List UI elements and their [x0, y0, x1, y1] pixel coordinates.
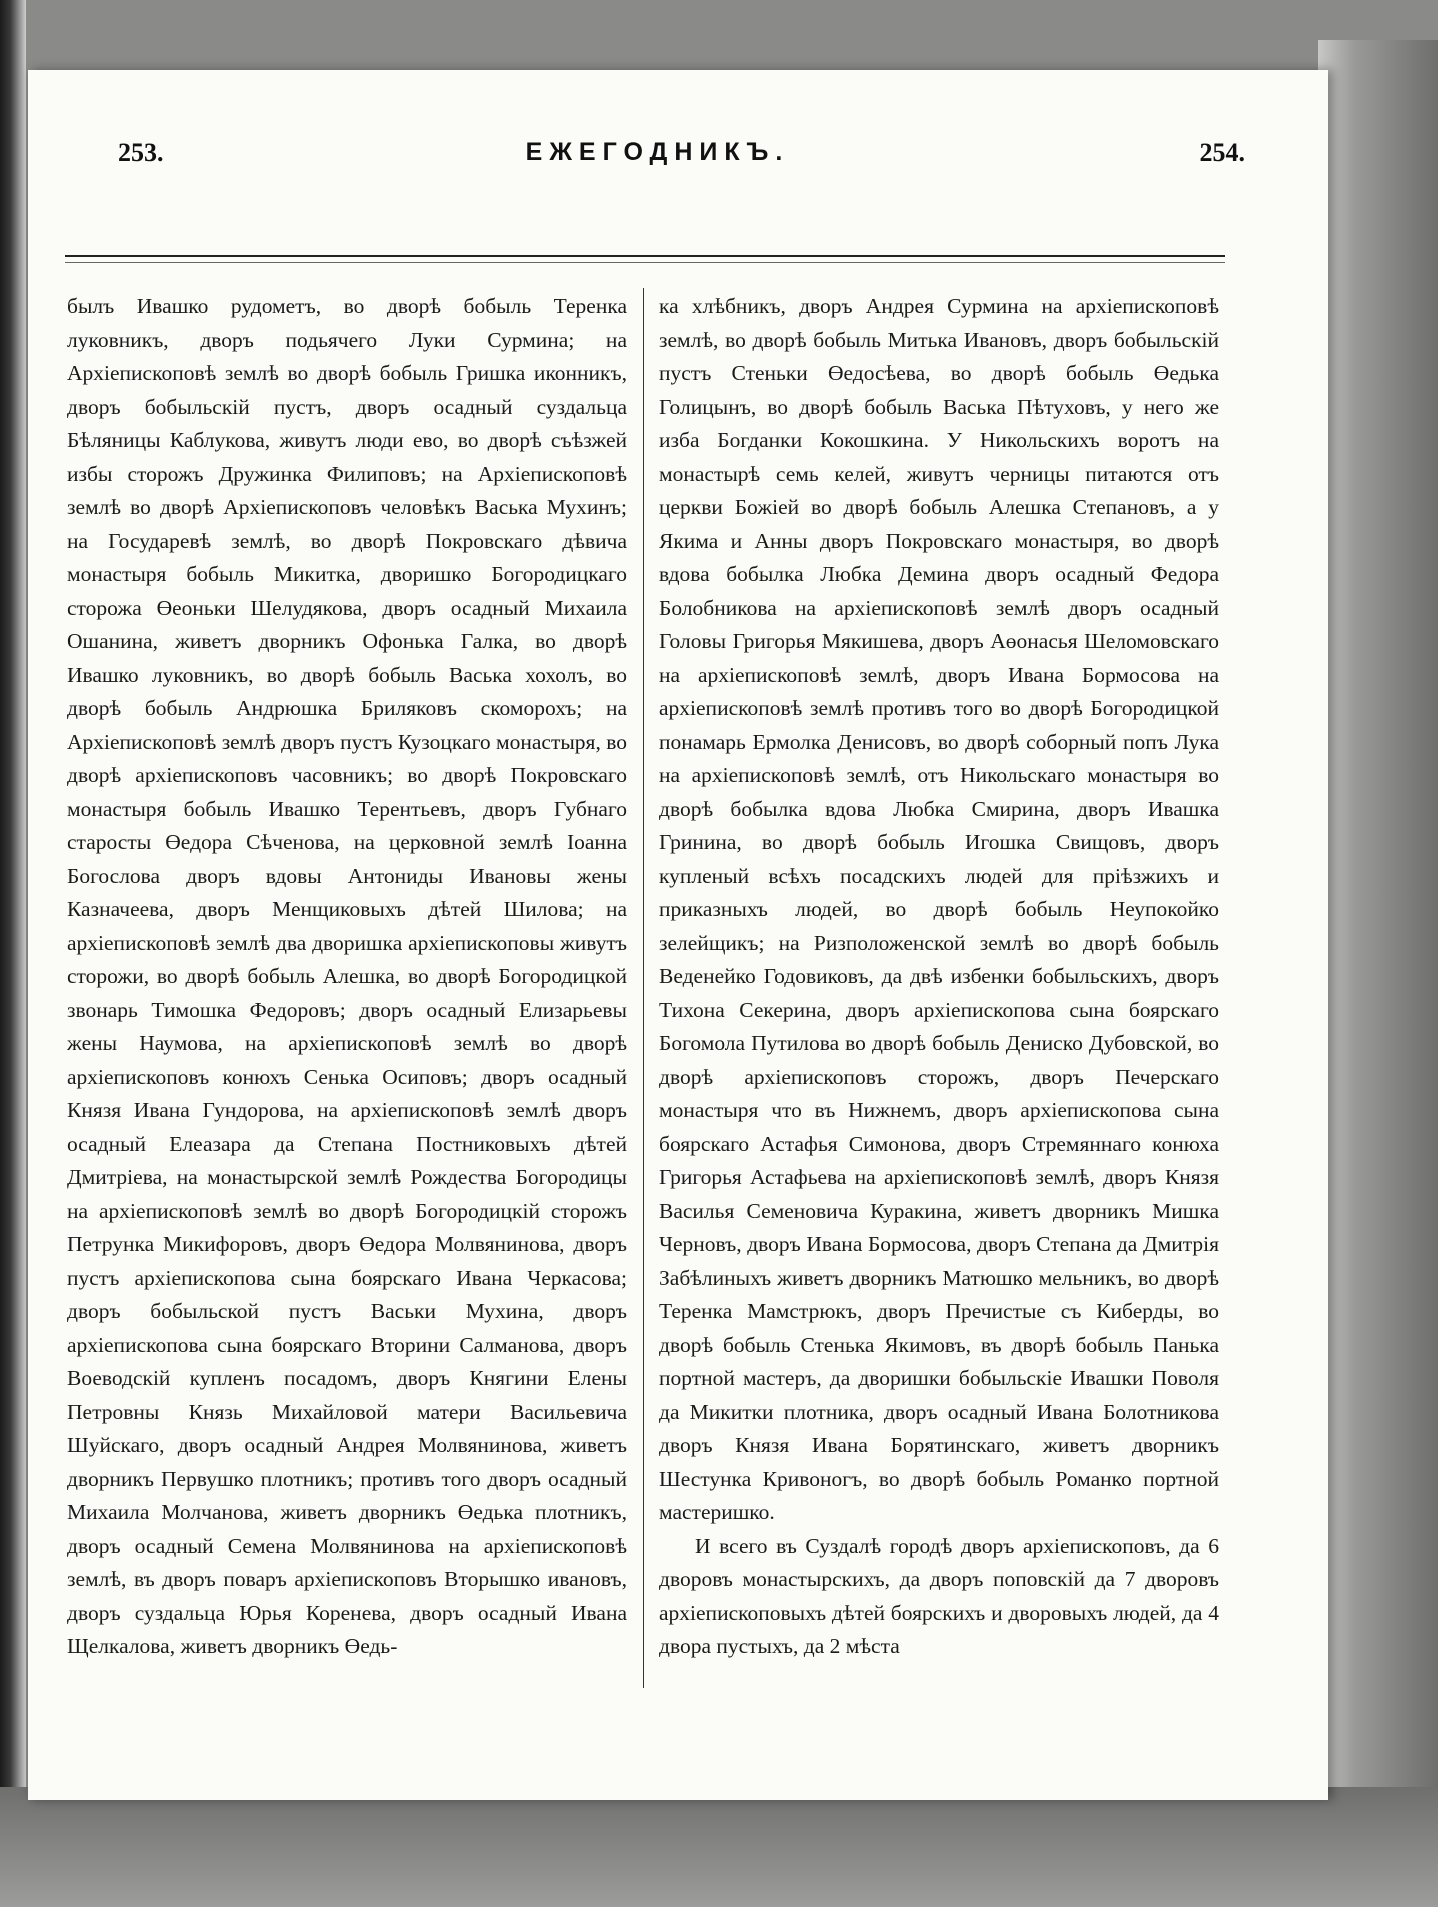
- running-title: ЕЖЕГОДНИКЪ.: [525, 138, 790, 166]
- scan-background-bottom: [0, 1787, 1438, 1907]
- page-header: [70, 138, 1245, 178]
- column-divider: [643, 288, 644, 1688]
- text-column-right: [659, 290, 1219, 1690]
- paragraph-summary: И всего въ Суздалѣ городѣ дворъ архіепископовъ, да 6 дворовъ монастырскихъ, да дворъ поповскій да 7 дворовъ архіепископовыхъ дѣтей боярскихъ и дворовыхъ людей, да 4 двора пустыхъ, да 2 мѣста: [659, 1533, 1219, 1658]
- page-number-right: 254.: [1199, 138, 1245, 167]
- text-column-left: [67, 290, 627, 1690]
- page-number-left: 253.: [118, 138, 164, 167]
- book-edge-right: [1318, 40, 1438, 1900]
- scan-edge-left: [0, 0, 26, 1907]
- paragraph: ка хлѣбникъ, дворъ Андрея Сурмина на архіепископовѣ землѣ, во дворѣ бобыль Митька Ивановъ, дворъ бобыльскій пустъ Стеньки Өедосѣева, во дворѣ бобыль Өедька Голицынъ, во дворѣ бобыль Васька Пѣтуховъ, у него же изба Богданки Кокошкина. У Никольскихъ воротъ на монастырѣ семь келей, живутъ черницы питаются отъ церкви Божіей во дворѣ бобыль Алешка Степановъ, а у Якима и Анны дворъ Покровскаго монастыря, во дворѣ вдова бобылка Любка Демина дворъ осадный Федора Болобникова на архіепископовѣ землѣ дворъ осадный Головы Григорья Мякишева, дворъ Аөонасья Шеломовскаго на архіепископовѣ землѣ, дворъ Ивана Бормосова на архіепископовѣ землѣ противъ того во дворѣ Богородицкой понамарь Ермолка Денисовъ, во дворѣ соборный попъ Лука на архіепископовѣ землѣ, отъ Никольскаго монастыря во дворѣ бобылка вдова Любка Смирина, дворъ Ивашка Гринина, во дворѣ бобыль Игошка Свищовъ, дворъ купленый всѣхъ посадскихъ людей для пріѣзжихъ и приказныхъ людей, во дворѣ бобыль Неупокойко зелейщикъ; на Ризположенской землѣ во дворѣ бобыль Веденейко Годовиковъ, да двѣ избенки бобыльскихъ, дворъ Тихона Секерина, дворъ архіепископова сына боярскаго Богомола Путилова во дворѣ бобыль Дениско Дубовской, во дворѣ архіепископовъ сторожъ, дворъ Печерскаго монастыря что въ Нижнемъ, дворъ архіепископова сына боярскаго Астафья Симонова, дворъ Стремяннаго конюха Григорья Астафьева на архіепископовѣ землѣ, дворъ Князя Василья Семеновича Куракина, живетъ дворникъ Мишка Черновъ, дворъ Ивана Бормосова, дворъ Степана да Дмитрія Забѣлиныхъ живетъ дворникъ Матюшко мельникъ, во дворѣ Теренка Мамстрюкъ, дворъ Пречистые съ Киберды, во дворѣ бобыль Стенька Якимовъ, въ дворѣ бобыль Панька портной мастеръ, да дворишки бобыльскіе Ивашки Поволя да Микитки плотника, дворъ осадный Ивана Болотникова дворъ Князя Ивана Борятинскаго, живетъ дворникъ Шестунка Кривоногъ, во дворѣ бобыль Романко портной мастеришко.: [659, 294, 1219, 1524]
- header-rule: [65, 255, 1225, 257]
- header-rule-secondary: [65, 262, 1225, 263]
- paragraph: былъ Ивашко рудометъ, во дворѣ бобыль Теренка луковникъ, дворъ подьячего Луки Сурмина; на Архіепископовѣ землѣ во дворѣ бобыль Гришка иконникъ, дворъ бобыльскій пустъ, дворъ осадный суздальца Бѣляницы Каблукова, живутъ люди ево, во дворѣ съѣзжей избы сторожъ Дружинка Филиповъ; на Архіепископовѣ землѣ во дворѣ Архіепископовъ человѣкъ Васька Мухинъ; на Государевѣ землѣ, во дворѣ Покровскаго дѣвича монастыря бобыль Микитка, дворишко Богородицкаго сторожа Өеоньки Шелудякова, дворъ осадный Михаила Ошанина, живетъ дворникъ Офонька Галка, во дворѣ Ивашко луковникъ, во дворѣ бобыль Васька хохолъ, во дворѣ бобыль Андрюшка Бриляковъ скоморохъ; на Архіепископовѣ землѣ дворъ пустъ Кузоцкаго монастыря, во дворѣ архіепископовъ часовникъ; во дворѣ Покровскаго монастыря бобыль Ивашко Терентьевъ, дворъ Губнаго старосты Өедора Сѣченова, на церковной землѣ Іоанна Богослова дворъ вдовы Антониды Ивановы жены Казначеева, дворъ Менщиковыхъ дѣтей Шилова; на архіепископовѣ землѣ два дворишка архіепископовы живутъ сторожи, во дворѣ бобыль Алешка, во дворѣ Богородицкой звонарь Тимошка Федоровъ; дворъ осадный Елизарьевы жены Наумова, на архіепископовѣ землѣ во дворѣ архіепископовъ конюхъ Сенька Осиповъ; дворъ осадный Князя Ивана Гундорова, на архіепископовѣ землѣ дворъ осадный Елеазара да Степана Постниковыхъ дѣтей Дмитріева, на монастырской землѣ Рождества Богородицы на архіепископовѣ землѣ во дворѣ Богородицкій сторожъ Петрунка Микифоровъ, дворъ Өедора Молвянинова, дворъ пустъ архіепископова сына боярскаго Ивана Черкасова; дворъ бобыльской пустъ Васьки Мухина, дворъ архіепископова сына боярскаго Вторини Салманова, дворъ Воеводскій купленъ посадомъ, дворъ Княгини Елены Петровны Князь Михайловой матери Васильевича Шуйскаго, дворъ осадный Андрея Молвянинова, живетъ дворникъ Первушко плотникъ; противъ того дворъ осадный Михаила Молчанова, живетъ дворникъ Өедька плотникъ, дворъ осадный Семена Молвянинова на архіепископовѣ землѣ, въ дворъ поваръ архіепископовъ Вторышко ивановъ, дворъ суздальца Юрья Коренева, дворъ осадный Ивана Щелкалова, живетъ дворникъ Өедь-: [67, 294, 627, 1658]
